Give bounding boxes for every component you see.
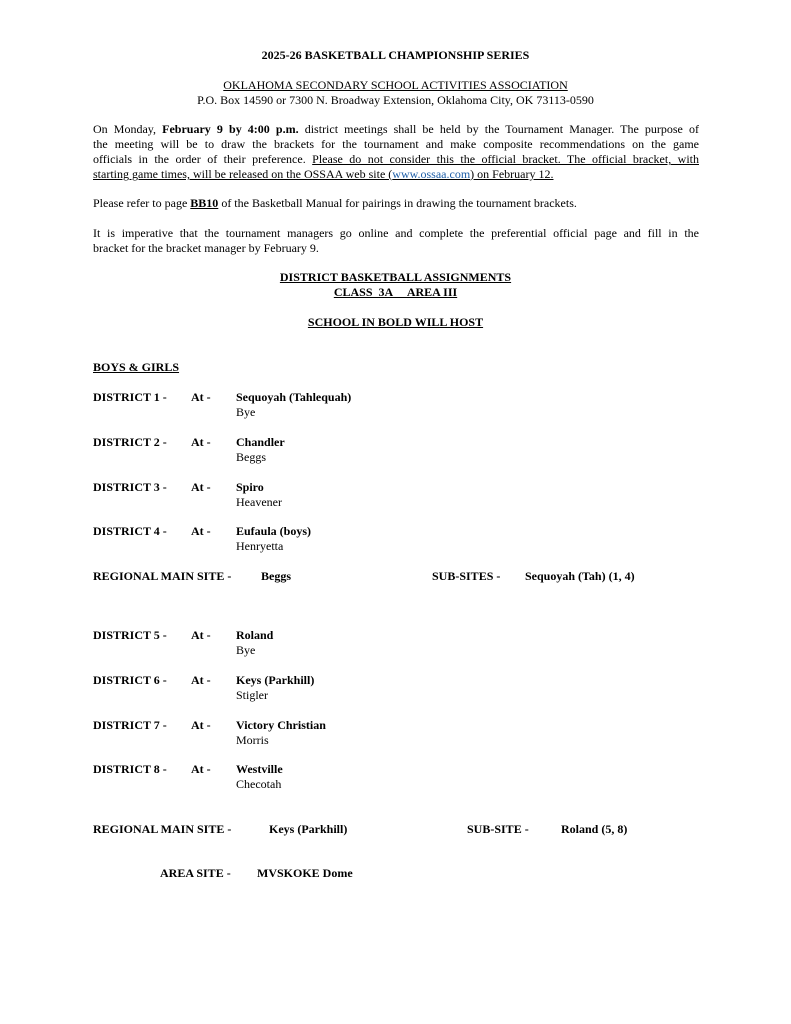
regional-1-sub-label: SUB-SITES - (432, 569, 501, 583)
district-8-label: DISTRICT 8 - (93, 762, 167, 776)
district-6-host: Keys (Parkhill) (236, 673, 315, 687)
regional-1-label: REGIONAL MAIN SITE - (93, 569, 232, 583)
district-5-other: Bye (236, 643, 256, 657)
intro-paragraph (93, 122, 699, 182)
district-5-host: Roland (236, 628, 274, 642)
organization-name: OKLAHOMA SECONDARY SCHOOL ACTIVITIES ASSOCIATION (223, 78, 568, 92)
intro-line-1: On Monday, February 9 by 4:00 p.m. district meetings shall be held by the Tournament Manager. The purpose of (93, 122, 700, 136)
district-1-host: Sequoyah (Tahlequah) (236, 390, 352, 404)
regional-2-sub-label: SUB-SITE - (467, 822, 529, 836)
intro-line-3: officials in the order of their preference. Please do not consider this the official bracket. The official bracket, with (93, 152, 699, 166)
district-3-at: At - (191, 480, 211, 494)
intro-line-2: the meeting will be to draw the brackets for the tournament and make composite recommendations on the game (93, 137, 699, 151)
assignments-heading: DISTRICT BASKETBALL ASSIGNMENTS (279, 270, 512, 284)
district-1-other: Bye (236, 405, 256, 419)
district-1-at: At - (191, 390, 211, 404)
host-note: SCHOOL IN BOLD WILL HOST (307, 315, 484, 329)
district-8-host: Westville (236, 762, 283, 776)
district-7-host: Victory Christian (236, 718, 326, 732)
district-4-label: DISTRICT 4 - (93, 524, 167, 538)
district-7-other: Morris (236, 733, 269, 747)
district-6-other: Stigler (236, 688, 268, 702)
district-2-other: Beggs (236, 450, 266, 464)
district-8-at: At - (191, 762, 211, 776)
area-site-label: AREA SITE - (160, 866, 231, 880)
class-area-line: CLASS 3A AREA III (333, 285, 458, 299)
ossaa-website-link[interactable]: www.ossaa.com (392, 167, 471, 181)
district-4-other: Henryetta (236, 539, 284, 553)
district-1-label: DISTRICT 1 - (93, 390, 167, 404)
manual-page-ref: BB10 (190, 196, 219, 210)
district-3-label: DISTRICT 3 - (93, 480, 167, 494)
manual-reference: Please refer to page BB10 of the Basketball Manual for pairings in drawing the tournament brackets. (93, 196, 577, 210)
organization-address: P.O. Box 14590 or 7300 N. Broadway Extension, Oklahoma City, OK 73113-0590 (197, 93, 594, 107)
district-4-host: Eufaula (boys) (236, 524, 312, 538)
section-label: BOYS & GIRLS (93, 360, 180, 374)
district-2-label: DISTRICT 2 - (93, 435, 167, 449)
district-2-host: Chandler (236, 435, 285, 449)
district-2-at: At - (191, 435, 211, 449)
district-6-label: DISTRICT 6 - (93, 673, 167, 687)
district-3-other: Heavener (236, 495, 282, 509)
district-7-label: DISTRICT 7 - (93, 718, 167, 732)
regional-1-sub-value: Sequoyah (Tah) (1, 4) (525, 569, 635, 583)
regional-2-site: Keys (Parkhill) (269, 822, 348, 836)
document-title: 2025-26 BASKETBALL CHAMPIONSHIP SERIES (261, 48, 530, 62)
regional-2-sub-value: Roland (5, 8) (561, 822, 628, 836)
regional-2-label: REGIONAL MAIN SITE - (93, 822, 232, 836)
district-7-at: At - (191, 718, 211, 732)
district-3-host: Spiro (236, 480, 264, 494)
district-5-at: At - (191, 628, 211, 642)
district-8-other: Checotah (236, 777, 282, 791)
imperative-paragraph: It is imperative that the tournament managers go online and complete the preferential official page and fill in the bracket for the bracket manager by February 9. (93, 226, 699, 255)
regional-1-site: Beggs (261, 569, 291, 583)
district-4-at: At - (191, 524, 211, 538)
area-site-value: MVSKOKE Dome (257, 866, 353, 880)
district-6-at: At - (191, 673, 211, 687)
district-5-label: DISTRICT 5 - (93, 628, 167, 642)
intro-line-4: starting game times, will be released on the OSSAA web site (www.ossaa.com) on February 12. (93, 167, 554, 181)
